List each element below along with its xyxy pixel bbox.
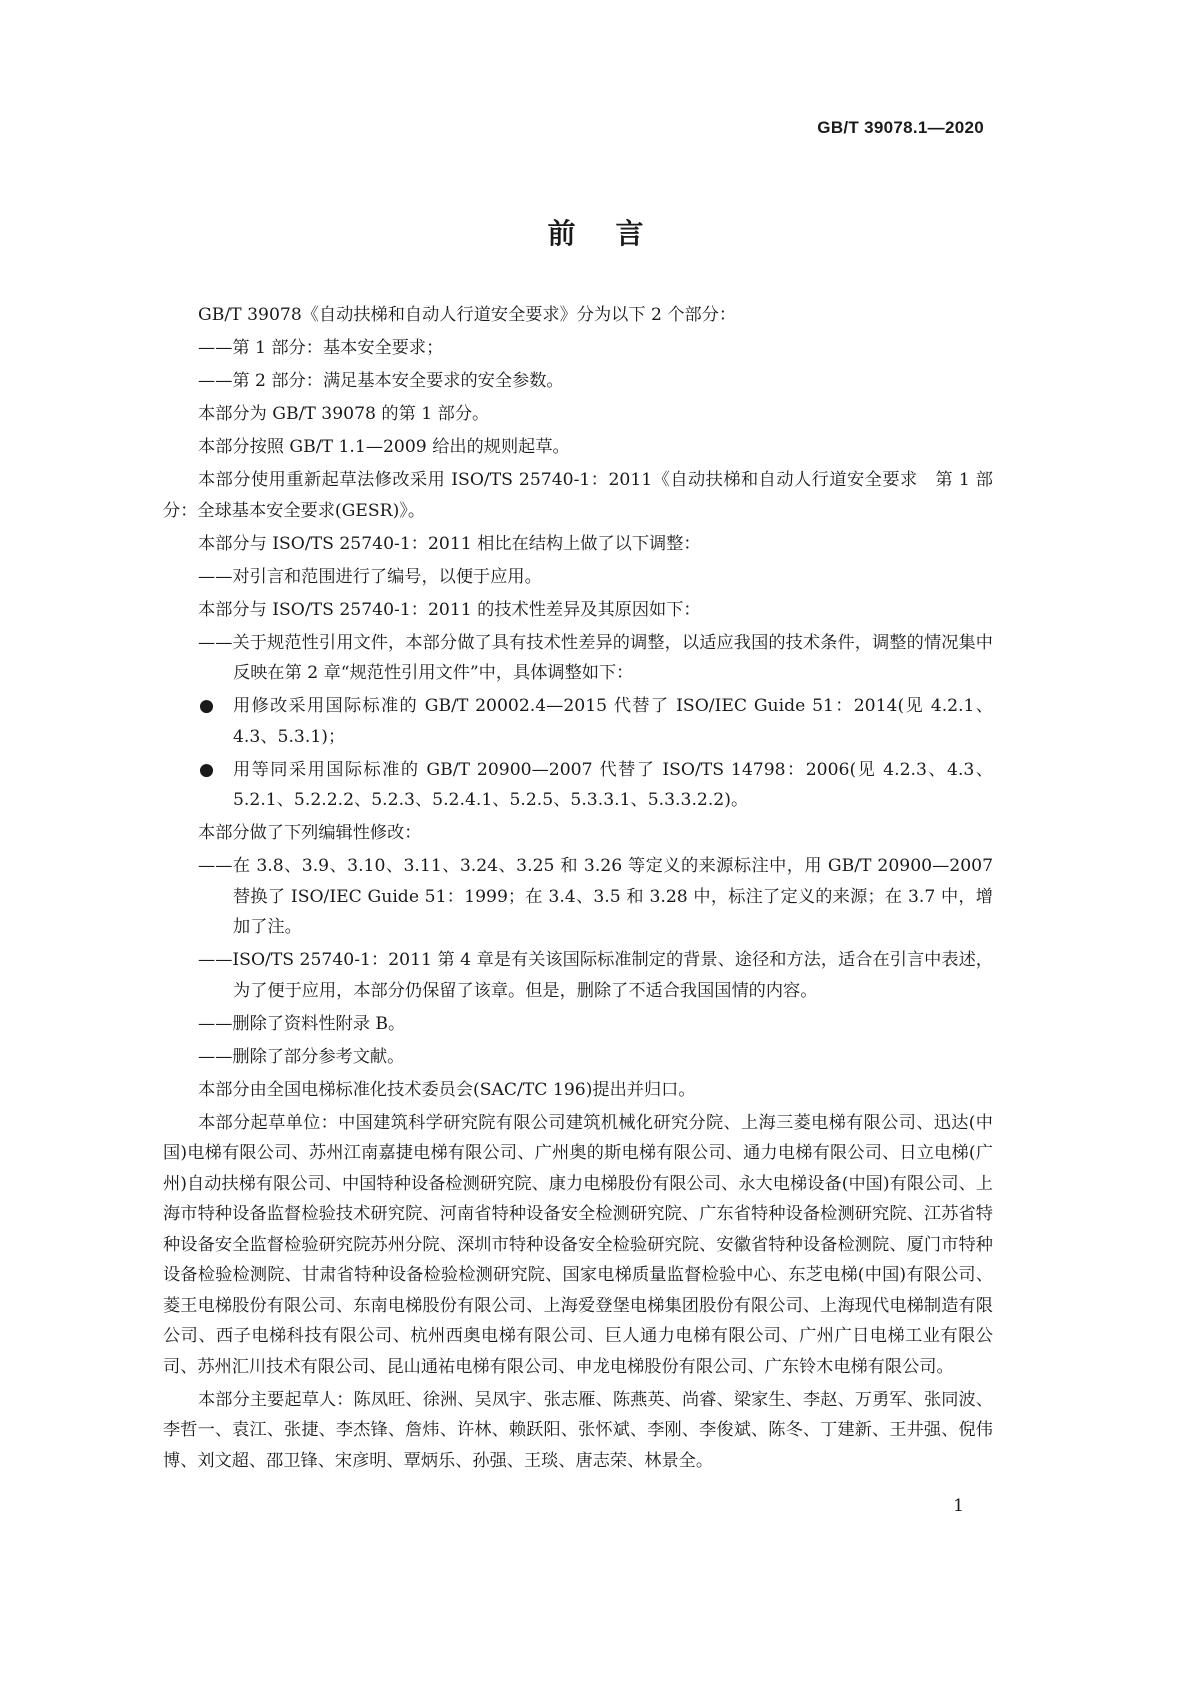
bullet-dot: ● [199,759,214,780]
bullet-text: 用修改采用国际标准的 GB/T 20002.4—2015 代替了 ISO/IEC Guide 51：2014(见 4.2.1、4.3、5.3.1)； [233,696,993,747]
paragraph: GB/T 39078《自动扶梯和自动人行道安全要求》分为以下 2 个部分： [198,305,737,325]
bullet-item [163,691,993,752]
dash-item: ——对引言和范围进行了编号，以便于应用。 [198,566,542,587]
dash-item: ——第 2 部分：满足基本安全要求的安全参数。 [198,371,564,391]
bullet-dot: ● [199,696,214,716]
paragraph: 本部分与 ISO/TS 25740-1：2011 的技术性差异及其原因如下： [198,599,701,620]
page-title: 前言 [547,217,684,250]
dash-item: ——第 1 部分：基本安全要求； [198,338,444,358]
preface-body [163,300,993,1479]
standard-code: GB/T 39078.1—2020 [817,118,984,137]
paragraph: 本部分为 GB/T 39078 的第 1 部分。 [198,404,490,424]
paragraph: 本部分使用重新起草法修改采用 ISO/TS 25740-1：2011《自动扶梯和自动人行道安全要求 第 1 部分：全球基本安全要求(GESR)》。 [163,470,993,521]
paragraph: 本部分由全国电梯标准化技术委员会(SAC/TC 196)提出并归口。 [198,1079,696,1100]
dash-item: ——关于规范性引用文件，本部分做了具有技术性差异的调整，以适应我国的技术条件，调整的情况集中反映在第 2 章“规范性引用文件”中，具体调整如下： [198,632,993,683]
page-number: 1 [953,1496,964,1516]
paragraph: 本部分与 ISO/TS 25740-1：2011 相比在结构上做了以下调整： [198,533,701,554]
dash-item: ——ISO/TS 25740-1：2011 第 4 章是有关该国际标准制定的背景、途径和方法，适合在引言中表述，为了便于应用，本部分仍保留了该章。但是，删除了不适合我国国情的内容。 [198,950,993,1001]
dash-item: ——在 3.8、3.9、3.10、3.11、3.24、3.25 和 3.26 等定义的来源标注中，用 GB/T 20900—2007 替换了 ISO/IEC Guide 51：1999；在 3.4、3.5 和 3.28 中，标注了定义的来源；在 3.7 中，增加了注。 [198,856,993,937]
bullet-text: 用等同采用国际标准的 GB/T 20900—2007 代替了 ISO/TS 14798：2006(见 4.2.3、4.3、5.2.1、5.2.2.2、5.2.3、5.2.4.1、5.2.5、5.3.3.1、5.3.3.2.2)。 [233,759,993,810]
bullet-item [163,755,993,816]
drafting-units: 本部分起草单位：中国建筑科学研究院有限公司建筑机械化研究分院、上海三菱电梯有限公司、迅达(中国)电梯有限公司、苏州江南嘉捷电梯有限公司、广州奥的斯电梯有限公司、通力电梯有限公司、日立电梯(广州)自动扶梯有限公司、中国特种设备检测研究院、康力电梯股份有限公司、永大电梯设备(中国)有限公司、上海市特种设备监督检验技术研究院、河南省特种设备安全检测研究院、广东省特种设备检测研究院、江苏省特种设备安全监督检验研究院苏州分院、深圳市特种设备安全检验研究院、安徽省特种设备检测院、厦门市特种设备检验检测院、甘肃省特种设备检验检测研究院、国家电梯质量监督检验中心、东芝电梯(中国)有限公司、菱王电梯股份有限公司、东南电梯股份有限公司、上海爱登堡电梯集团股份有限公司、上海现代电梯制造有限公司、西子电梯科技有限公司、杭州西奥电梯有限公司、巨人通力电梯有限公司、广州广日电梯工业有限公司、苏州汇川技术有限公司、昆山通祐电梯有限公司、申龙电梯股份有限公司、广东铃木电梯有限公司。 [163,1112,993,1377]
drafters: 本部分主要起草人：陈凤旺、徐洲、吴凤宇、张志雁、陈燕英、尚睿、梁家生、李赵、万勇军、张同波、李哲一、袁江、张捷、李杰锋、詹炜、许林、赖跃阳、张怀斌、李刚、李俊斌、陈冬、丁建新、王井强、倪伟博、刘文超、邵卫锋、宋彦明、覃炳乐、孙强、王琰、唐志荣、林景全。 [163,1389,993,1471]
paragraph: 本部分按照 GB/T 1.1—2009 给出的规则起草。 [198,437,570,457]
paragraph: 本部分做了下列编辑性修改： [198,823,422,843]
dash-item: ——删除了部分参考文献。 [198,1046,405,1067]
dash-item: ——删除了资料性附录 B。 [198,1013,406,1034]
